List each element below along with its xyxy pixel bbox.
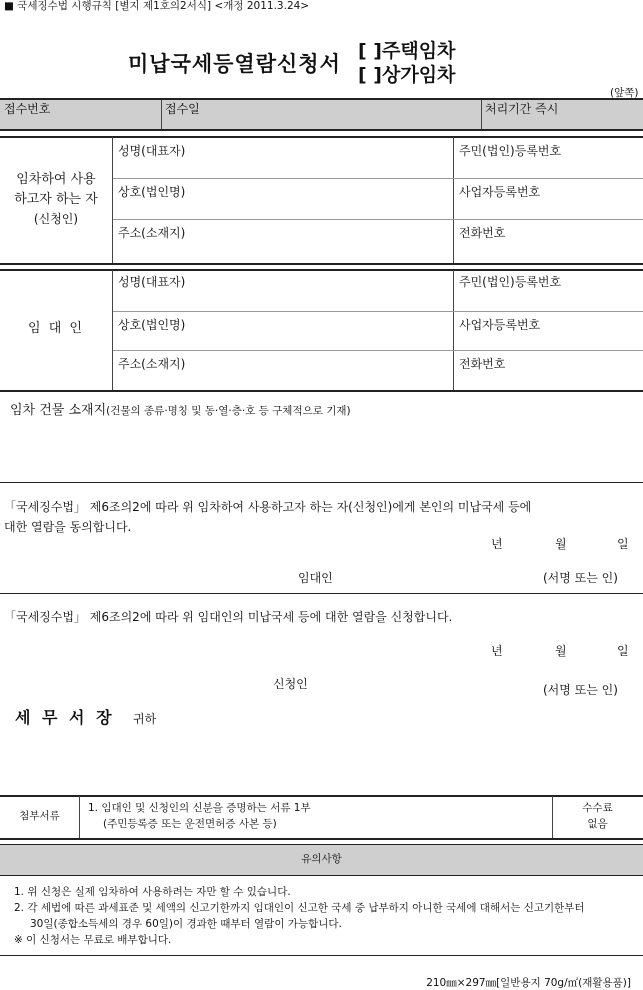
tax-office-head-label: 세 무 서 장 xyxy=(15,708,115,727)
landlord-business-number-field[interactable]: 사업자등록번호 xyxy=(459,318,541,332)
rule xyxy=(0,795,643,797)
property-address-label: 임차 건물 소재지 xyxy=(10,403,107,418)
option-housing-lease[interactable]: [ ]주택임차 xyxy=(358,40,456,62)
applicant-phone-field[interactable]: 전화번호 xyxy=(459,226,506,240)
property-address-note: (건물의 종류·명칭 및 동·열·층·호 등 구체적으로 기재) xyxy=(106,405,351,417)
consent-day-label: 일 xyxy=(617,537,629,551)
applicant-label-line2: 하고자 하는 자 xyxy=(14,192,98,207)
rule xyxy=(113,178,643,179)
consent-signer-label: 임대인 xyxy=(298,571,333,585)
rule xyxy=(0,136,643,138)
landlord-address-field[interactable]: 주소(소재지) xyxy=(118,357,186,371)
request-year-label: 년 xyxy=(491,644,503,658)
rule xyxy=(113,350,643,351)
rule xyxy=(79,796,80,838)
receipt-date-label: 접수일 xyxy=(165,102,200,116)
notes-header: 유의사항 xyxy=(301,853,342,865)
honorific-label: 귀하 xyxy=(133,712,157,726)
note-item-1: 1. 위 신청은 실제 임차하여 사용하려는 자만 할 수 있습니다. xyxy=(14,886,291,898)
rule xyxy=(112,270,113,390)
request-signer-label: 신청인 xyxy=(273,677,308,691)
consent-text-line1: 「국세징수법」 제6조의2에 따라 위 임차하여 사용하고자 하는 자(신청인)에게 본인의 미납국세 등에 xyxy=(4,500,532,514)
applicant-business-number-field[interactable]: 사업자등록번호 xyxy=(459,185,541,199)
landlord-trade-name-field[interactable]: 상호(법인명) xyxy=(118,318,186,332)
rule xyxy=(0,482,643,483)
applicant-label-line1: 임차하여 사용 xyxy=(16,172,96,187)
fee-label: 수수료 xyxy=(582,802,613,814)
rule xyxy=(0,844,643,845)
consent-signature-field[interactable]: (서명 또는 인) xyxy=(543,571,618,585)
request-day-label: 일 xyxy=(617,644,629,658)
note-item-2-line1: 2. 각 세법에 따른 과세표준 및 세액의 신고기한까지 임대인이 신고한 국세 중 납부하지 아니한 국세에 대해서는 신고기한부터 xyxy=(14,902,585,914)
applicant-trade-name-field[interactable]: 상호(법인명) xyxy=(118,185,186,199)
rule xyxy=(481,100,482,129)
form-title: 미납국세등열람신청서 xyxy=(128,52,341,76)
consent-year-label: 년 xyxy=(491,537,503,551)
rule xyxy=(0,875,643,876)
consent-month-label: 월 xyxy=(555,537,567,551)
rule xyxy=(0,838,643,840)
applicant-label-line3: (신청인) xyxy=(33,212,79,226)
processing-period-label: 처리기간 즉시 xyxy=(485,102,559,116)
rule xyxy=(453,137,454,263)
rule xyxy=(161,100,162,129)
rule xyxy=(112,137,113,263)
attachment-item-line1: 1. 임대인 및 신청인의 신분을 증명하는 서류 1부 xyxy=(88,802,311,814)
rule xyxy=(453,270,454,390)
fee-value: 없음 xyxy=(587,818,608,830)
applicant-name-field[interactable]: 성명(대표자) xyxy=(118,144,186,158)
request-text-line1: 「국세징수법」 제6조의2에 따라 위 임대인의 미납국세 등에 대한 열람을 신청합니다. xyxy=(4,610,453,624)
request-month-label: 월 xyxy=(555,644,567,658)
note-item-2-line2: 30일(종합소득세의 경우 60일)이 경과한 때부터 열람이 가능합니다. xyxy=(30,918,342,930)
rule xyxy=(0,263,643,265)
rule xyxy=(0,269,643,271)
property-address-field[interactable] xyxy=(10,404,351,417)
landlord-reg-number-field[interactable]: 주민(법인)등록번호 xyxy=(459,275,562,289)
page-side-label: (앞쪽) xyxy=(610,87,639,99)
applicant-reg-number-field[interactable]: 주민(법인)등록번호 xyxy=(459,144,562,158)
attachment-item-line2: (주민등록증 또는 운전면허증 사본 등) xyxy=(103,818,277,830)
form-source-line: ■ 국세징수법 시행규칙 [별지 제1호의2서식] <개정 2011.3.24> xyxy=(4,0,310,12)
landlord-phone-field[interactable]: 전화번호 xyxy=(459,357,506,371)
rule xyxy=(0,593,643,594)
rule xyxy=(0,129,643,131)
note-item-3: ※ 이 신청서는 무료로 배부합니다. xyxy=(14,934,172,946)
landlord-label: 임 대 인 xyxy=(28,321,84,336)
request-signature-field[interactable]: (서명 또는 인) xyxy=(543,683,618,697)
option-commercial-lease[interactable]: [ ]상가임차 xyxy=(358,64,456,86)
landlord-name-field[interactable]: 성명(대표자) xyxy=(118,275,186,289)
receipt-number-label: 접수번호 xyxy=(4,102,51,116)
paper-spec-label: 210㎜×297㎜[일반용지 70g/㎡(재활용품)] xyxy=(426,977,631,989)
consent-text-line2: 대한 열람을 동의합니다. xyxy=(4,520,132,534)
applicant-address-field[interactable]: 주소(소재지) xyxy=(118,226,186,240)
rule xyxy=(113,311,643,312)
rule xyxy=(113,219,643,220)
rule xyxy=(0,955,643,956)
attachments-label: 첨부서류 xyxy=(19,810,60,822)
rule xyxy=(0,390,643,392)
